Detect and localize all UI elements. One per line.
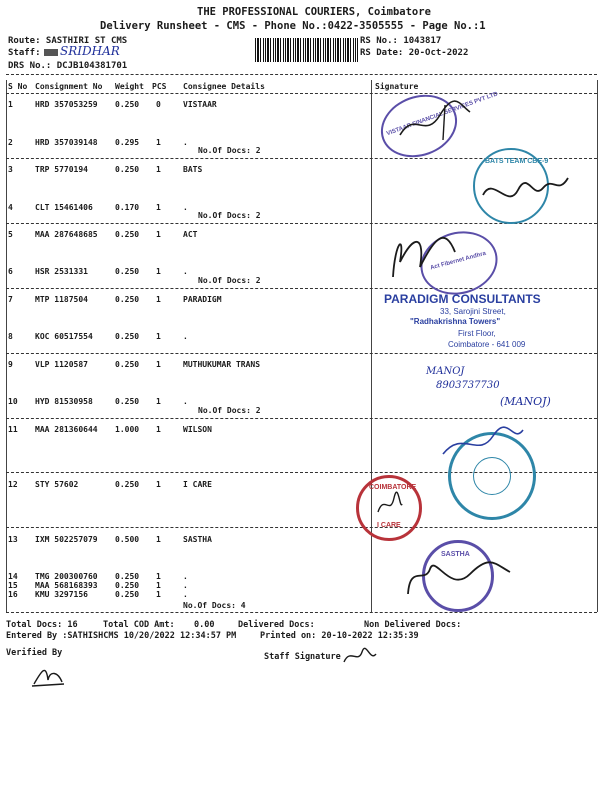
row-10-doc-count: No.Of Docs: 2 bbox=[198, 406, 261, 415]
row-6-weight: 0.250 bbox=[115, 267, 140, 276]
row-2-consignee: . bbox=[183, 138, 188, 147]
row-12-weight: 0.250 bbox=[115, 480, 140, 489]
row-5-sno: 5 bbox=[8, 230, 13, 239]
row-rule bbox=[6, 527, 597, 528]
row-10-pcs: 1 bbox=[156, 397, 161, 406]
row-12-pcs: 1 bbox=[156, 480, 161, 489]
row-1-sno: 1 bbox=[8, 100, 13, 109]
row-16-weight: 0.250 bbox=[115, 590, 140, 599]
manoj-handwritten-phone: 8903737730 bbox=[436, 380, 500, 391]
verified-by-label: Verified By bbox=[6, 648, 63, 658]
row-rule bbox=[6, 418, 597, 419]
vistaar-stamp: VISTAAR FINANCIAL SERVICES PVT LTD bbox=[372, 84, 466, 167]
row-15-sno: 15 bbox=[8, 581, 18, 590]
row-2-doc-count: No.Of Docs: 2 bbox=[198, 146, 261, 155]
row-8-consignment: KOC 60517554 bbox=[35, 332, 93, 341]
col-header-consignee: Consignee Details bbox=[183, 82, 265, 91]
row-4-weight: 0.170 bbox=[115, 203, 140, 212]
staff-label: Staff: bbox=[8, 48, 41, 58]
sastha-signature bbox=[400, 554, 520, 604]
row-13-weight: 0.500 bbox=[115, 535, 140, 544]
row-10-consignment: HYD 81530958 bbox=[35, 397, 93, 406]
row-4-consignment: CLT 15461406 bbox=[35, 203, 93, 212]
row-3-weight: 0.250 bbox=[115, 165, 140, 174]
row-7-consignee: PARADIGM bbox=[183, 295, 222, 304]
table-left-border bbox=[6, 80, 7, 612]
row-10-consignee: . bbox=[183, 397, 188, 406]
rs-number: RS No.: 1043817 bbox=[360, 36, 442, 46]
row-15-weight: 0.250 bbox=[115, 581, 140, 590]
row-6-consignee: . bbox=[183, 267, 188, 276]
row-5-weight: 0.250 bbox=[115, 230, 140, 239]
row-12-consignment: STY 57602 bbox=[35, 480, 79, 489]
col-header-sno: S No bbox=[8, 82, 28, 91]
row-3-consignment: TRP 5770194 bbox=[35, 165, 88, 174]
col-header-pcs: PCS bbox=[152, 82, 167, 91]
col-header-weight: Weight bbox=[115, 82, 144, 91]
row-1-consignment: HRD 357053259 bbox=[35, 100, 98, 109]
col-header-signature: Signature bbox=[375, 82, 419, 91]
row-6-doc-count: No.Of Docs: 2 bbox=[198, 276, 261, 285]
total-docs: Total Docs: 16 bbox=[6, 620, 78, 630]
row-4-pcs: 1 bbox=[156, 203, 161, 212]
row-3-sno: 3 bbox=[8, 165, 13, 174]
row-6-sno: 6 bbox=[8, 267, 13, 276]
row-8-weight: 0.250 bbox=[115, 332, 140, 341]
non-delivered-docs: Non Delivered Docs: bbox=[364, 620, 462, 630]
row-12-consignee: I CARE bbox=[183, 480, 212, 489]
row-16-consignment: KMU 3297156 bbox=[35, 590, 88, 599]
paradigm-address-1: 33, Sarojini Street, bbox=[440, 307, 506, 316]
row-4-doc-count: No.Of Docs: 2 bbox=[198, 211, 261, 220]
total-cod-label: Total COD Amt: bbox=[103, 620, 175, 630]
sastha-stamp: SASTHA bbox=[422, 540, 494, 612]
row-7-pcs: 1 bbox=[156, 295, 161, 304]
row-rule bbox=[6, 353, 597, 354]
row-6-pcs: 1 bbox=[156, 267, 161, 276]
row-13-sno: 13 bbox=[8, 535, 18, 544]
staff-name-handwritten: SRIDHAR bbox=[60, 44, 120, 58]
row-3-pcs: 1 bbox=[156, 165, 161, 174]
delivered-docs: Delivered Docs: bbox=[238, 620, 315, 630]
row-14-weight: 0.250 bbox=[115, 572, 140, 581]
paradigm-stamp-name: PARADIGM CONSULTANTS bbox=[384, 292, 541, 306]
row-9-consignment: VLP 1120587 bbox=[35, 360, 88, 369]
table-top-rule bbox=[6, 74, 597, 75]
row-16-doc-count: No.Of Docs: 4 bbox=[183, 601, 246, 610]
manoj-handwritten-signature: (MANOJ) bbox=[500, 395, 551, 408]
row-13-pcs: 1 bbox=[156, 535, 161, 544]
paradigm-address-2: "Radhakrishna Towers" bbox=[410, 317, 501, 326]
row-9-sno: 9 bbox=[8, 360, 13, 369]
row-11-sno: 11 bbox=[8, 425, 18, 434]
row-11-consignee: WILSON bbox=[183, 425, 212, 434]
row-5-pcs: 1 bbox=[156, 230, 161, 239]
row-3-consignee: BATS bbox=[183, 165, 203, 174]
row-8-sno: 8 bbox=[8, 332, 13, 341]
row-4-consignee: . bbox=[183, 203, 188, 212]
company-title: THE PROFESSIONAL COURIERS, Coimbatore bbox=[197, 6, 431, 18]
row-2-weight: 0.295 bbox=[115, 138, 140, 147]
row-5-consignment: MAA 287648685 bbox=[35, 230, 98, 239]
row-1-pcs: 0 bbox=[156, 100, 161, 109]
row-14-sno: 14 bbox=[8, 572, 18, 581]
scribble-redaction bbox=[44, 49, 58, 56]
row-11-consignment: MAA 281360644 bbox=[35, 425, 98, 434]
manoj-handwritten-name: MANOJ bbox=[426, 366, 465, 377]
row-11-pcs: 1 bbox=[156, 425, 161, 434]
route-label: Route: SASTHIRI ST CMS bbox=[8, 36, 128, 46]
row-11-weight: 1.000 bbox=[115, 425, 140, 434]
col-header-consignment: Consignment No bbox=[35, 82, 103, 91]
row-8-consignee: . bbox=[183, 332, 188, 341]
row-9-weight: 0.250 bbox=[115, 360, 140, 369]
row-10-sno: 10 bbox=[8, 397, 18, 406]
row-14-pcs: 1 bbox=[156, 572, 161, 581]
wilson-signature bbox=[438, 424, 528, 464]
total-cod-value: 0.00 bbox=[194, 620, 215, 630]
row-16-sno: 16 bbox=[8, 590, 18, 599]
row-9-consignee: MUTHUKUMAR TRANS bbox=[183, 360, 261, 369]
row-14-consignment: TMG 200300760 bbox=[35, 572, 98, 581]
header-rule bbox=[6, 93, 597, 94]
rs-date: RS Date: 20-Oct-2022 bbox=[360, 48, 469, 58]
bats-signature bbox=[478, 170, 573, 215]
row-13-consignee: SASTHA bbox=[183, 535, 212, 544]
row-14-consignee: . bbox=[183, 572, 188, 581]
row-9-pcs: 1 bbox=[156, 360, 161, 369]
barcode bbox=[255, 38, 358, 62]
row-15-pcs: 1 bbox=[156, 581, 161, 590]
row-1-weight: 0.250 bbox=[115, 100, 140, 109]
runsheet-subtitle: Delivery Runsheet - CMS - Phone No.:0422-3505555 - Page No.:1 bbox=[100, 20, 486, 32]
row-12-sno: 12 bbox=[8, 480, 18, 489]
vistaar-signature bbox=[395, 100, 475, 145]
row-7-weight: 0.250 bbox=[115, 295, 140, 304]
row-16-pcs: 1 bbox=[156, 590, 161, 599]
paradigm-address-4: Coimbatore - 641 009 bbox=[448, 340, 526, 349]
icare-stamp: COIMBATORE I CARE bbox=[356, 475, 422, 541]
entered-by: Entered By :SATHISHCMS 10/20/2022 12:34:57 PM bbox=[6, 631, 237, 641]
row-4-sno: 4 bbox=[8, 203, 13, 212]
act-stamp: Act Fibernet Andhra bbox=[413, 223, 504, 303]
table-bottom-rule bbox=[6, 612, 597, 613]
staff-signature-mark bbox=[340, 644, 380, 670]
bats-stamp: BATS TEAM CBE-9 bbox=[473, 148, 549, 224]
table-right-border bbox=[597, 80, 598, 612]
row-2-consignment: HRD 357039148 bbox=[35, 138, 98, 147]
row-10-weight: 0.250 bbox=[115, 397, 140, 406]
row-7-consignment: MTP 1187504 bbox=[35, 295, 88, 304]
row-2-sno: 2 bbox=[8, 138, 13, 147]
printed-on: Printed on: 20-10-2022 12:35:39 bbox=[260, 631, 419, 641]
paradigm-address-3: First Floor, bbox=[458, 329, 496, 338]
row-8-pcs: 1 bbox=[156, 332, 161, 341]
row-1-consignee: VISTAAR bbox=[183, 100, 217, 109]
row-7-sno: 7 bbox=[8, 295, 13, 304]
row-6-consignment: HSR 2531331 bbox=[35, 267, 88, 276]
row-15-consignment: MAA 568168393 bbox=[35, 581, 98, 590]
row-16-consignee: . bbox=[183, 590, 188, 599]
row-15-consignee: . bbox=[183, 581, 188, 590]
row-2-pcs: 1 bbox=[156, 138, 161, 147]
icare-signature bbox=[374, 490, 404, 520]
row-5-consignee: ACT bbox=[183, 230, 198, 239]
row-rule bbox=[6, 288, 597, 289]
staff-signature-label: Staff Signature bbox=[264, 652, 341, 662]
act-signature bbox=[385, 222, 465, 284]
drs-number: DRS No.: DCJB104381701 bbox=[8, 61, 128, 71]
verified-by-signature bbox=[28, 660, 68, 690]
row-13-consignment: IXM 502257079 bbox=[35, 535, 98, 544]
